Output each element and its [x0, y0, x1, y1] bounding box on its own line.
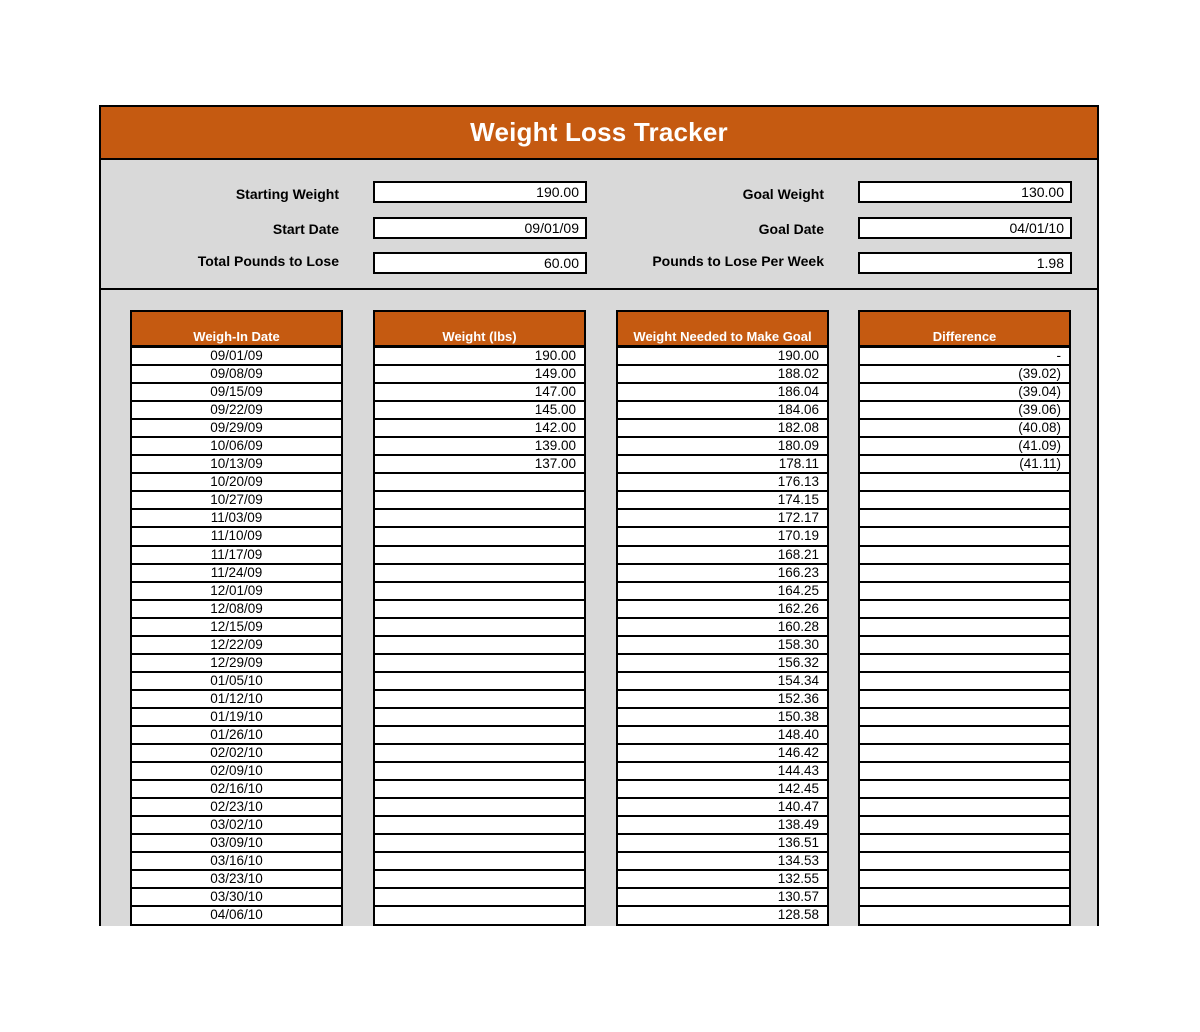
needed-cell: 162.26	[616, 601, 829, 619]
needed-cell: 186.04	[616, 384, 829, 402]
needed-cell: 182.08	[616, 420, 829, 438]
weight-cell[interactable]: 139.00	[373, 438, 586, 456]
date-cell: 02/02/10	[130, 745, 343, 763]
weight-cell[interactable]: 147.00	[373, 384, 586, 402]
needed-cell: 144.43	[616, 763, 829, 781]
difference-cell	[858, 528, 1071, 546]
total-pounds-label: Total Pounds to Lose	[197, 253, 339, 269]
difference-cell: (39.06)	[858, 402, 1071, 420]
needed-cell: 158.30	[616, 637, 829, 655]
date-cell: 11/10/09	[130, 528, 343, 546]
date-cell: 11/03/09	[130, 510, 343, 528]
weight-cell[interactable]	[373, 655, 586, 673]
weight-cell[interactable]: 142.00	[373, 420, 586, 438]
date-cell: 10/06/09	[130, 438, 343, 456]
start-date-field[interactable]: 09/01/09	[373, 217, 587, 239]
difference-cell	[858, 871, 1071, 889]
date-cell: 01/05/10	[130, 673, 343, 691]
needed-cell: 166.23	[616, 565, 829, 583]
difference-cell	[858, 474, 1071, 492]
weight-header: Weight (lbs)	[373, 310, 586, 348]
needed-cell: 156.32	[616, 655, 829, 673]
weight-cell[interactable]	[373, 907, 586, 925]
weight-cell[interactable]	[373, 492, 586, 510]
needed-cell: 148.40	[616, 727, 829, 745]
difference-cell	[858, 547, 1071, 565]
needed-cell: 188.02	[616, 366, 829, 384]
difference-cell	[858, 691, 1071, 709]
weight-cell[interactable]	[373, 583, 586, 601]
date-cell: 09/08/09	[130, 366, 343, 384]
weight-cell[interactable]	[373, 510, 586, 528]
weight-cell[interactable]	[373, 673, 586, 691]
goal-date-field[interactable]: 04/01/10	[858, 217, 1072, 239]
weight-cell[interactable]	[373, 817, 586, 835]
needed-cell: 180.09	[616, 438, 829, 456]
weight-cell[interactable]	[373, 763, 586, 781]
date-cell: 12/29/09	[130, 655, 343, 673]
goal-weight-label: Goal Weight	[742, 186, 824, 202]
difference-cell	[858, 601, 1071, 619]
weight-cell[interactable]	[373, 781, 586, 799]
difference-cell: (41.11)	[858, 456, 1071, 474]
difference-cell	[858, 673, 1071, 691]
date-cell: 09/22/09	[130, 402, 343, 420]
weight-needed-header: Weight Needed to Make Goal	[616, 310, 829, 348]
start-date-label: Start Date	[272, 221, 339, 237]
difference-cell: (39.04)	[858, 384, 1071, 402]
difference-cell	[858, 655, 1071, 673]
weight-cell[interactable]: 190.00	[373, 348, 586, 366]
needed-cell: 164.25	[616, 583, 829, 601]
needed-cell: 132.55	[616, 871, 829, 889]
date-cell: 12/01/09	[130, 583, 343, 601]
needed-cell: 146.42	[616, 745, 829, 763]
weight-needed-column	[616, 310, 829, 926]
date-cell: 02/16/10	[130, 781, 343, 799]
date-cell: 02/23/10	[130, 799, 343, 817]
needed-cell: 172.17	[616, 510, 829, 528]
difference-cell: -	[858, 348, 1071, 366]
weight-cell[interactable]	[373, 601, 586, 619]
difference-cell	[858, 637, 1071, 655]
summary-divider	[101, 288, 1097, 290]
difference-cell	[858, 492, 1071, 510]
date-cell: 03/16/10	[130, 853, 343, 871]
date-cell: 10/13/09	[130, 456, 343, 474]
difference-cell	[858, 853, 1071, 871]
needed-cell: 160.28	[616, 619, 829, 637]
weight-cell[interactable]	[373, 727, 586, 745]
weight-cell[interactable]	[373, 547, 586, 565]
date-cell: 10/27/09	[130, 492, 343, 510]
goal-date-label: Goal Date	[758, 221, 824, 237]
per-week-label: Pounds to Lose Per Week	[652, 253, 824, 269]
date-cell: 12/08/09	[130, 601, 343, 619]
needed-cell: 142.45	[616, 781, 829, 799]
page-title: Weight Loss Tracker	[470, 117, 728, 147]
difference-cell	[858, 799, 1071, 817]
weight-column	[373, 310, 586, 926]
needed-cell: 174.15	[616, 492, 829, 510]
difference-cell	[858, 510, 1071, 528]
weight-cell[interactable]: 145.00	[373, 402, 586, 420]
weight-cell[interactable]: 137.00	[373, 456, 586, 474]
difference-cell: (39.02)	[858, 366, 1071, 384]
needed-cell: 138.49	[616, 817, 829, 835]
date-cell: 11/17/09	[130, 547, 343, 565]
date-cell: 12/22/09	[130, 637, 343, 655]
difference-cell	[858, 817, 1071, 835]
needed-cell: 128.58	[616, 907, 829, 925]
date-cell: 01/19/10	[130, 709, 343, 727]
difference-cell: (40.08)	[858, 420, 1071, 438]
date-cell: 03/09/10	[130, 835, 343, 853]
weight-cell[interactable]	[373, 709, 586, 727]
needed-cell: 154.34	[616, 673, 829, 691]
total-pounds-field[interactable]: 60.00	[373, 252, 587, 274]
weigh-in-date-column	[130, 310, 343, 926]
per-week-field[interactable]: 1.98	[858, 252, 1072, 274]
needed-cell: 170.19	[616, 528, 829, 546]
date-cell: 09/01/09	[130, 348, 343, 366]
weight-cell[interactable]	[373, 474, 586, 492]
difference-header: Difference	[858, 310, 1071, 348]
weigh-in-date-header: Weigh-In Date	[130, 310, 343, 348]
difference-cell	[858, 781, 1071, 799]
needed-cell: 168.21	[616, 547, 829, 565]
needed-cell: 152.36	[616, 691, 829, 709]
needed-cell: 190.00	[616, 348, 829, 366]
weight-cell[interactable]	[373, 835, 586, 853]
starting-weight-label: Starting Weight	[235, 186, 339, 202]
date-cell: 01/12/10	[130, 691, 343, 709]
date-cell: 03/30/10	[130, 889, 343, 907]
weight-cell[interactable]	[373, 871, 586, 889]
date-cell: 09/29/09	[130, 420, 343, 438]
date-cell: 02/09/10	[130, 763, 343, 781]
needed-cell: 130.57	[616, 889, 829, 907]
needed-cell: 176.13	[616, 474, 829, 492]
needed-cell: 134.53	[616, 853, 829, 871]
difference-cell	[858, 763, 1071, 781]
date-cell: 03/23/10	[130, 871, 343, 889]
weight-cell[interactable]	[373, 889, 586, 907]
needed-cell: 184.06	[616, 402, 829, 420]
date-cell: 11/24/09	[130, 565, 343, 583]
difference-cell	[858, 745, 1071, 763]
date-cell: 10/20/09	[130, 474, 343, 492]
needed-cell: 150.38	[616, 709, 829, 727]
date-cell: 12/15/09	[130, 619, 343, 637]
needed-cell: 140.47	[616, 799, 829, 817]
weight-cell[interactable]: 149.00	[373, 366, 586, 384]
weight-cell[interactable]	[373, 619, 586, 637]
difference-cell: (41.09)	[858, 438, 1071, 456]
difference-cell	[858, 889, 1071, 907]
difference-cell	[858, 907, 1071, 925]
difference-cell	[858, 709, 1071, 727]
weight-cell[interactable]	[373, 565, 586, 583]
difference-column	[858, 310, 1071, 926]
difference-cell	[858, 583, 1071, 601]
date-cell: 01/26/10	[130, 727, 343, 745]
weight-cell[interactable]	[373, 799, 586, 817]
starting-weight-field[interactable]: 190.00	[373, 181, 587, 203]
weight-cell[interactable]	[373, 691, 586, 709]
date-cell: 09/15/09	[130, 384, 343, 402]
difference-cell	[858, 619, 1071, 637]
date-cell: 04/06/10	[130, 907, 343, 925]
weight-cell[interactable]	[373, 528, 586, 546]
date-cell: 03/02/10	[130, 817, 343, 835]
difference-cell	[858, 565, 1071, 583]
difference-cell	[858, 835, 1071, 853]
title-bar	[101, 107, 1097, 160]
tracker-sheet	[99, 105, 1099, 926]
difference-cell	[858, 727, 1071, 745]
needed-cell: 178.11	[616, 456, 829, 474]
weight-cell[interactable]	[373, 637, 586, 655]
needed-cell: 136.51	[616, 835, 829, 853]
goal-weight-field[interactable]: 130.00	[858, 181, 1072, 203]
weight-cell[interactable]	[373, 745, 586, 763]
weight-cell[interactable]	[373, 853, 586, 871]
